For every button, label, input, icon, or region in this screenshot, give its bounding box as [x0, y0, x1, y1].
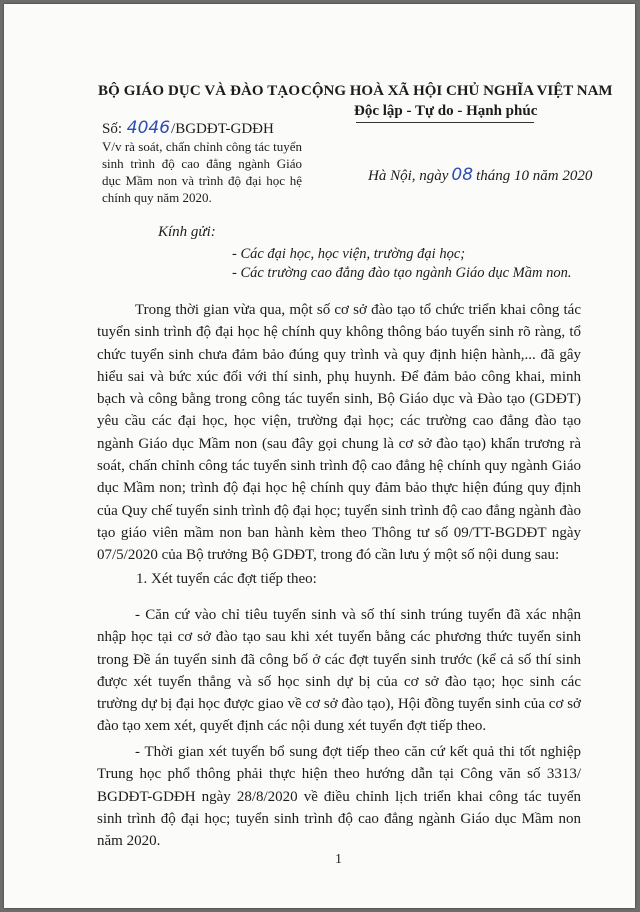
greeting: Kính gửi: — [158, 224, 216, 240]
motto-underline — [356, 122, 534, 123]
document-subject: V/v rà soát, chấn chỉnh công tác tuyển sinh trình độ cao đẳng ngành Giáo dục Mầm non và trình độ đại học hệ chính quy năm 2020. — [102, 139, 302, 205]
handwritten-date-day: 08 — [451, 165, 474, 185]
body-paragraph-3: - Thời gian xét tuyển bổ sung đợt tiếp theo căn cứ kết quả thi tốt nghiệp Trung học phổ thông phải thực hiện theo hướng dẫn tại Công văn số 3313/ BGDĐT-GDĐH ngày 28/8/2020 về điều chỉnh lịch triển khai công tác tuyển sinh trình độ đại học; tuyển sinh trình độ cao đẳng ngành Giáo dục Mầm non năm 2020. — [97, 744, 581, 850]
recipient-item: - Các đại học, học viện, trường đại học; — [232, 246, 466, 262]
republic-name: CỘNG HOÀ XÃ HỘI CHỦ NGHĨA VIỆT NAM — [301, 83, 613, 99]
section-heading-1: 1. Xét tuyển các đợt tiếp theo: — [136, 571, 317, 587]
handwritten-doc-number: 4046 — [126, 118, 171, 138]
ministry-name: BỘ GIÁO DỤC VÀ ĐÀO TẠO — [98, 83, 301, 99]
doc-number-suffix: /BGDĐT-GDĐH — [171, 121, 274, 137]
recipients-list — [232, 245, 571, 283]
document-page — [4, 4, 635, 908]
recipient-item: - Các trường cao đẳng đào tạo ngành Giáo dục Mầm non. — [232, 265, 572, 281]
document-number — [102, 118, 274, 138]
national-motto: Độc lập - Tự do - Hạnh phúc — [354, 103, 538, 119]
body-paragraph-2: - Căn cứ vào chỉ tiêu tuyển sinh và số thí sinh trúng tuyển đã xác nhận nhập học tại cơ sở đào tạo sau khi xét tuyển bằng các phương thức tuyển sinh trong Đề án tuyển sinh đã công bố ở các đợt tuyển sinh trước (kể cả số thí sinh được xét tuyển thẳng và số học sinh dự bị của cơ sở đào tạo; học sinh các trường dự bị đại học được giao về cơ sở đào tạo), Hội đồng tuyển sinh của cơ sở đào tạo xem xét, quyết định các nội dung xét tuyển đợt tiếp theo. — [97, 607, 581, 735]
doc-number-prefix: Số: — [102, 121, 123, 137]
body-paragraph-1: Trong thời gian vừa qua, một số cơ sở đào tạo tổ chức triển khai công tác tuyển sinh trình độ đại học hệ chính quy không thông báo tuyển sinh rõ ràng, tổ chức tuyển sinh chưa đảm bảo đúng quy trình và quy định hiện hành,... đã gây hiểu sai và bức xúc đối với thí sinh, phụ huynh. Để đảm bảo công khai, minh bạch và công bằng trong công tác tuyển sinh, Bộ Giáo dục và Đào tạo (GDĐT) yêu cầu các đại học, học viện, trường đại học; các trường cao đẳng đào tạo ngành Giáo dục Mầm non (sau đây gọi chung là cơ sở đào tạo) khẩn trương rà soát, chấn chỉnh công tác tuyển sinh trình độ cao đẳng hệ chính quy ngành Giáo dục Mầm non; trình độ đại học hệ chính quy đảm bảo thực hiện đúng quy định của Quy chế tuyển sinh trình độ đại học; tuyển sinh trình độ cao đẳng ngành đào tạo giáo viên mầm non ban hành kèm theo Thông tư số 09/TT-BGDĐT ngày 07/5/2020 của Bộ trưởng Bộ GDĐT, trong đó cần lưu ý một số nội dung sau: — [97, 302, 581, 564]
date-suffix: tháng 10 năm 2020 — [476, 168, 593, 184]
page-number: 1 — [335, 852, 342, 867]
document-date — [368, 165, 592, 185]
date-prefix: Hà Nội, ngày — [368, 168, 449, 184]
